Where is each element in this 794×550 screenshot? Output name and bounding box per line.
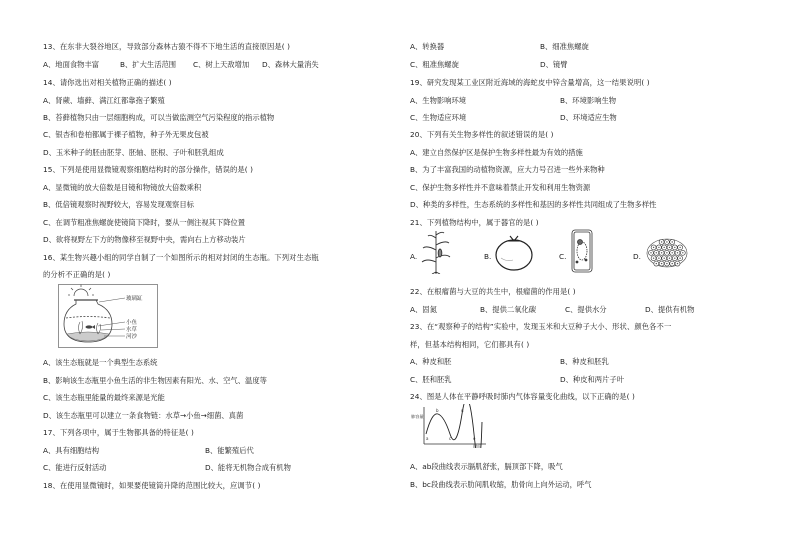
q21-option-d: D. (633, 252, 641, 261)
q17-stem: 17、下列各项中，属于生物都具备的特征是( ) (43, 428, 194, 437)
tissue-cell-nucleus (679, 247, 680, 248)
q13-option-c: C、树上天敌增加 (193, 60, 250, 69)
tissue-cell-nucleus (664, 258, 665, 259)
tissue-cell-nucleus (674, 247, 675, 248)
q24-option-a: A、ab段曲线表示膈肌舒张，膈顶部下降，吸气 (410, 462, 563, 471)
q24-stem: 24、图是人体在平静呼吸时肺内气体容量变化曲线，以下正确的是( ) (410, 392, 635, 401)
q22-option-d: D、提供有机物 (645, 305, 695, 314)
q23-stem-line1: 23、在“观察种子的结构”实验中，发现玉米和大豆种子大小、形状、颜色各不一 (410, 322, 672, 331)
tissue-cell-nucleus (669, 247, 670, 248)
q21-option-c: C. (559, 252, 567, 261)
q13-option-b: B、扩大生活范围 (120, 60, 177, 69)
tissue-cell-nucleus (682, 252, 683, 253)
lung-volume-chart (410, 404, 490, 448)
tissue-cell-nucleus (674, 258, 675, 259)
chart-ylabel: 肺容量 (411, 414, 424, 419)
tissue-cell-nucleus (677, 252, 678, 253)
q14-option-b: B、苔藓植物只由一层细胞构成，可以当做监测空气污染程度的指示植物 (43, 113, 275, 122)
q21-option-b: B. (484, 252, 492, 261)
q19-option-d: D、环境适应生物 (560, 113, 617, 122)
chart-xlabel: 时间 (473, 444, 482, 448)
tissue-cell-nucleus (664, 247, 665, 248)
q20-option-c: C、保护生物多样性并不意味着禁止开发和利用生物资源 (410, 183, 591, 192)
tissue-cell-nucleus (650, 252, 651, 253)
q19-stem: 19、研究发现某工业区附近海域的海蛇皮中锌含量增高，这一结果说明( ) (410, 78, 650, 87)
q23-stem-line2: 样，但基本结构相同，它们都具有( ) (410, 340, 530, 349)
q18-option-c: C、粗准焦螺旋 (410, 60, 459, 69)
q24-option-b: B、bc段曲线表示肋间肌收缩，肋骨向上向外运动，呼气 (410, 480, 592, 489)
tissue-cell-nucleus (661, 241, 662, 242)
tissue-cell-nucleus (666, 263, 667, 264)
q14-option-a: A、肾蕨、墙藓、满江红都靠孢子繁殖 (43, 96, 165, 105)
q16-option-c: C、该生态瓶里能量的最终来源是光能 (43, 393, 165, 402)
q23-option-a: A、种皮和胚 (410, 357, 452, 366)
tissue-cell-nucleus (656, 252, 657, 253)
q15-stem: 15、下列是使用显微镜观察细胞结构时的部分操作，错误的是( ) (43, 165, 254, 174)
q18-stem: 18、在使用显微镜时，如果要使镜筒升降的范围比较大，应调节( ) (43, 481, 261, 490)
tissue-cells-icon (645, 236, 689, 270)
q21-option-a: A. (410, 252, 418, 261)
chart-point-b: b (436, 408, 439, 413)
q22-option-a: A、固氮 (410, 305, 437, 314)
q19-option-b: B、环境影响生物 (560, 96, 617, 105)
tissue-cell-nucleus (656, 263, 657, 264)
q20-stem: 20、下列有关生物多样性的叙述错误的是( ) (410, 130, 554, 139)
q16-stem-line1: 16、某生物兴趣小组的同学自制了一个如图所示的相对封闭的生态瓶。下列对生态瓶 (43, 253, 319, 262)
figure-label-sand: 河沙 (126, 334, 138, 340)
chart-point-e: e (473, 436, 476, 441)
tissue-cell-nucleus (677, 263, 678, 264)
q18-option-a: A、转换器 (410, 42, 445, 51)
q21-stem: 21、下列植物结构中，属于器官的是( ) (410, 218, 539, 227)
q23-option-b: B、种皮和胚乳 (560, 357, 609, 366)
q13-option-d: D、森林大量消失 (262, 60, 319, 69)
tomato-icon (493, 232, 535, 272)
q14-stem: 14、请你选出对相关植物正确的描述( ) (43, 78, 172, 87)
tissue-cell-nucleus (661, 263, 662, 264)
q20-option-a: A、建立自然保护区是保护生物多样性最为有效的措施 (410, 148, 583, 157)
corn-plant-icon (419, 228, 453, 274)
tissue-cell-nucleus (669, 258, 670, 259)
plant-cell-icon (569, 228, 595, 274)
tissue-cell-nucleus (661, 252, 662, 253)
tissue-cell-nucleus (658, 258, 659, 259)
eco-bottle-svg (58, 284, 158, 348)
q16-option-a: A、该生态瓶就是一个典型生态系统 (43, 358, 158, 367)
q22-stem: 22、在根瘤菌与大豆的共生中，根瘤菌的作用是( ) (410, 287, 576, 296)
chart-point-d: d (461, 408, 464, 413)
q23-option-c: C、胚和胚乳 (410, 375, 452, 384)
q20-option-b: B、为了丰富我国的动植物资源，应大力号召进一些外来物种 (410, 165, 605, 174)
q17-option-c: C、能进行反射活动 (43, 463, 107, 472)
tissue-cell-nucleus (672, 252, 673, 253)
q15-option-d: D、欲将视野左下方的物像移至视野中央，需向右上方移动装片 (43, 235, 246, 244)
q16-option-d: D、该生态瓶里可以建立一条食物链：水草→小鱼→细菌、真菌 (43, 411, 244, 420)
q22-option-c: C、提供水分 (565, 305, 607, 314)
tissue-cell-nucleus (679, 258, 680, 259)
lung-volume-svg (410, 404, 490, 448)
tissue-cell-nucleus (653, 258, 654, 259)
q18-option-d: D、镜臂 (540, 60, 568, 69)
q19-option-a: A、生物影响环境 (410, 96, 467, 105)
tissue-cell-nucleus (658, 247, 659, 248)
figure-label-glass: 玻璃缸 (126, 296, 143, 302)
chart-point-a: a (426, 436, 429, 441)
q23-option-d: D、种皮和两片子叶 (560, 375, 624, 384)
q17-option-a: A、具有细胞结构 (43, 446, 100, 455)
figure-label-weed: 水草 (126, 327, 138, 333)
eco-bottle-figure (58, 284, 158, 348)
q14-option-c: C、银杏和卷柏都属于裸子植物，种子外无果皮包被 (43, 130, 209, 139)
figure-label-fish: 小鱼 (126, 320, 138, 326)
q19-option-c: C、生物适应环境 (410, 113, 467, 122)
q17-option-b: B、能繁殖后代 (205, 446, 254, 455)
chart-point-c: c (449, 436, 452, 441)
q20-option-d: D、种类的多样性，生态系统的多样性和基因的多样性共同组成了生物多样性 (410, 200, 657, 209)
q16-stem-line2: 的分析不正确的是( ) (43, 270, 111, 279)
q16-option-b: B、影响该生态瓶里小鱼生活的非生物因素有阳光、水、空气、温度等 (43, 376, 267, 385)
tissue-cell-nucleus (666, 252, 667, 253)
q14-option-d: D、玉米种子的胚由胚芽、胚轴、胚根、子叶和胚乳组成 (43, 148, 224, 157)
q13-option-a: A、地面食物丰富 (43, 60, 100, 69)
tissue-cell-nucleus (672, 241, 673, 242)
q15-option-a: A、显微镜的放大倍数是目镜和物镜放大倍数乘积 (43, 183, 202, 192)
chart-volume-curve (426, 404, 482, 448)
q22-option-b: B、提供二氧化碳 (480, 305, 537, 314)
tissue-cell-nucleus (653, 247, 654, 248)
q18-option-b: B、细准焦螺旋 (540, 42, 589, 51)
q15-option-c: C、在调节粗准焦螺旋使镜筒下降时，要从一侧注视其下降位置 (43, 218, 246, 227)
tissue-cell-nucleus (666, 241, 667, 242)
tissue-cell-nucleus (672, 263, 673, 264)
q15-option-b: B、低倍镜观察时视野较大，容易发现观察目标 (43, 200, 194, 209)
q17-option-d: D、能将无机物合成有机物 (205, 463, 291, 472)
q13-stem: 13、在东非大裂谷地区，导致部分森林古猿不得不下地生活的直接原因是( ) (43, 42, 291, 51)
